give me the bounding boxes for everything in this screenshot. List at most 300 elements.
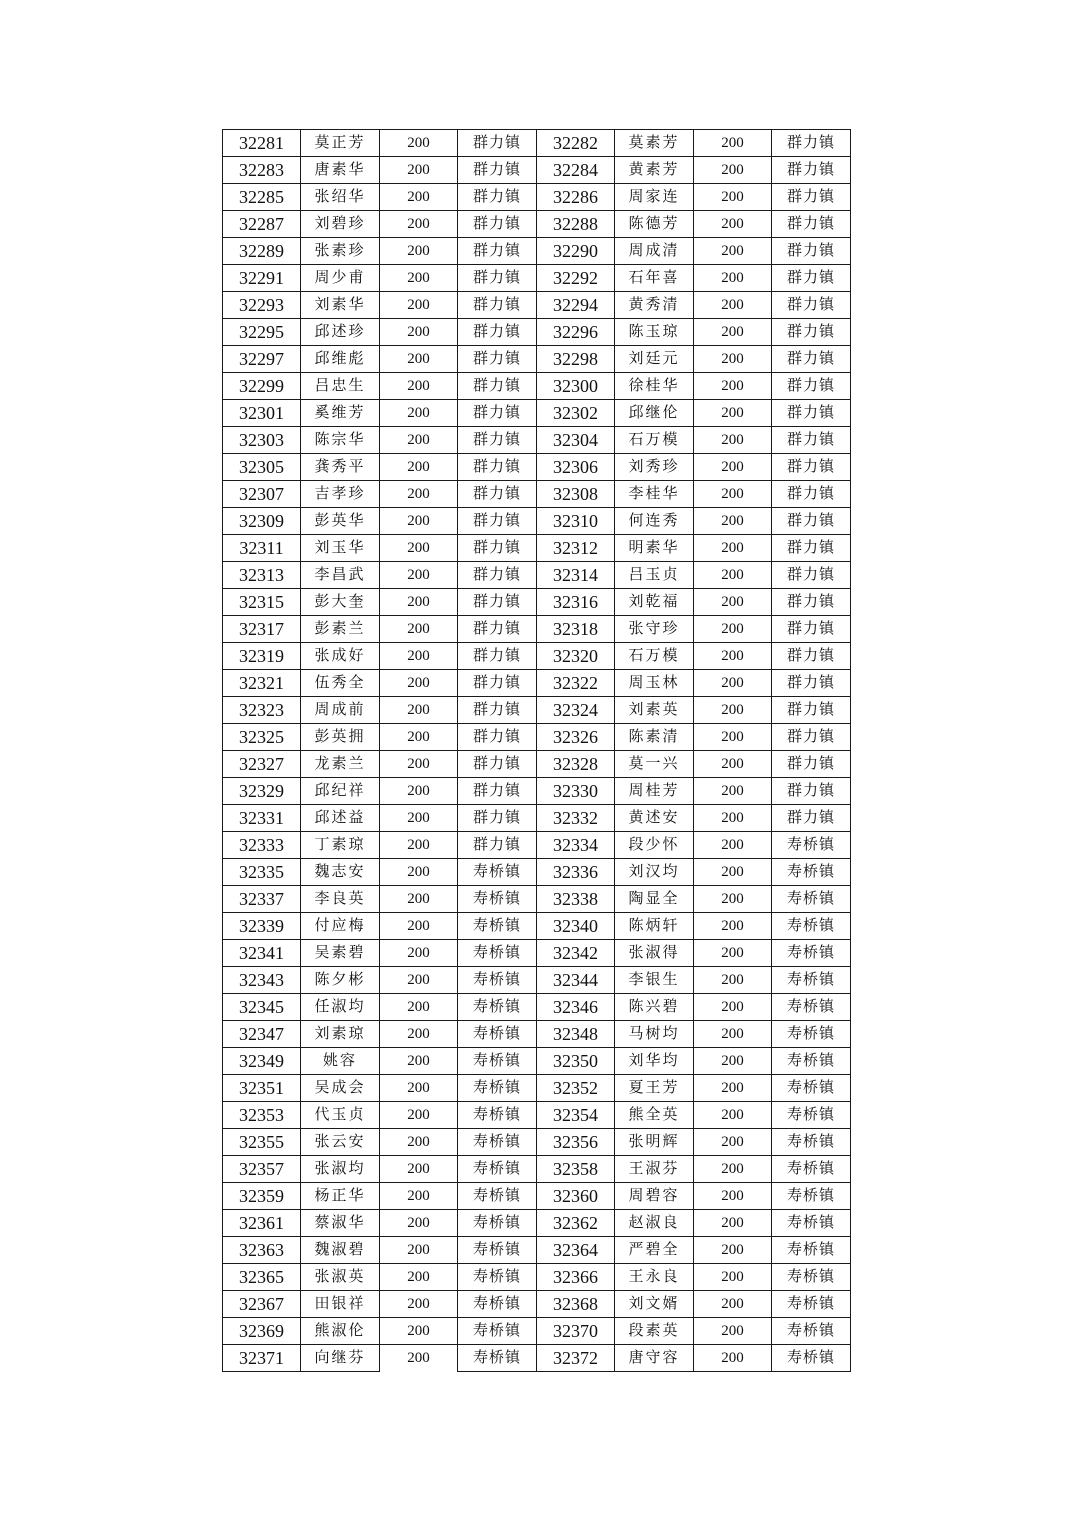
right-record-id-cell: 32304 bbox=[537, 427, 615, 454]
left-amount-cell: 200 bbox=[380, 994, 458, 1021]
left-person-name-cell: 代玉贞 bbox=[301, 1102, 380, 1129]
right-record-id-cell: 32372 bbox=[537, 1345, 615, 1372]
left-town-name-cell: 群力镇 bbox=[458, 643, 537, 670]
right-person-name-cell: 周家连 bbox=[615, 184, 694, 211]
right-record-id-cell: 32316 bbox=[537, 589, 615, 616]
table-row bbox=[223, 1075, 851, 1102]
left-record-id-cell: 32359 bbox=[223, 1183, 301, 1210]
left-amount-cell: 200 bbox=[380, 886, 458, 913]
right-town-name-cell: 寿桥镇 bbox=[772, 1210, 851, 1237]
left-town-name-cell: 寿桥镇 bbox=[458, 1102, 537, 1129]
left-record-id-cell: 32351 bbox=[223, 1075, 301, 1102]
right-record-id-cell: 32356 bbox=[537, 1129, 615, 1156]
left-amount-cell: 200 bbox=[380, 967, 458, 994]
right-town-name-cell: 群力镇 bbox=[772, 697, 851, 724]
table-row bbox=[223, 886, 851, 913]
right-town-name-cell: 寿桥镇 bbox=[772, 1021, 851, 1048]
table-row bbox=[223, 616, 851, 643]
right-amount-cell: 200 bbox=[694, 535, 772, 562]
right-amount-cell: 200 bbox=[694, 481, 772, 508]
right-amount-cell: 200 bbox=[694, 778, 772, 805]
left-record-id-cell: 32327 bbox=[223, 751, 301, 778]
left-town-name-cell: 寿桥镇 bbox=[458, 1021, 537, 1048]
right-town-name-cell: 群力镇 bbox=[772, 778, 851, 805]
right-amount-cell: 200 bbox=[694, 1237, 772, 1264]
right-amount-cell: 200 bbox=[694, 1183, 772, 1210]
left-record-id-cell: 32369 bbox=[223, 1318, 301, 1345]
table-row bbox=[223, 184, 851, 211]
left-person-name-cell: 姚容 bbox=[301, 1048, 380, 1075]
right-person-name-cell: 李银生 bbox=[615, 967, 694, 994]
left-amount-cell: 200 bbox=[380, 1048, 458, 1075]
left-amount-cell: 200 bbox=[380, 454, 458, 481]
left-amount-cell: 200 bbox=[380, 1264, 458, 1291]
left-amount-cell: 200 bbox=[380, 1237, 458, 1264]
right-amount-cell: 200 bbox=[694, 508, 772, 535]
left-amount-cell: 200 bbox=[380, 1183, 458, 1210]
left-amount-cell: 200 bbox=[380, 832, 458, 859]
left-town-name-cell: 群力镇 bbox=[458, 616, 537, 643]
right-amount-cell: 200 bbox=[694, 1210, 772, 1237]
left-town-name-cell: 群力镇 bbox=[458, 724, 537, 751]
right-record-id-cell: 32370 bbox=[537, 1318, 615, 1345]
roster-table bbox=[222, 129, 851, 1372]
left-person-name-cell: 李良英 bbox=[301, 886, 380, 913]
left-person-name-cell: 邱纪祥 bbox=[301, 778, 380, 805]
right-record-id-cell: 32288 bbox=[537, 211, 615, 238]
left-town-name-cell: 寿桥镇 bbox=[458, 1237, 537, 1264]
right-amount-cell: 200 bbox=[694, 157, 772, 184]
right-person-name-cell: 石年喜 bbox=[615, 265, 694, 292]
left-record-id-cell: 32333 bbox=[223, 832, 301, 859]
right-person-name-cell: 刘华均 bbox=[615, 1048, 694, 1075]
right-record-id-cell: 32308 bbox=[537, 481, 615, 508]
left-town-name-cell: 群力镇 bbox=[458, 535, 537, 562]
right-town-name-cell: 群力镇 bbox=[772, 724, 851, 751]
right-person-name-cell: 何连秀 bbox=[615, 508, 694, 535]
left-town-name-cell: 寿桥镇 bbox=[458, 1264, 537, 1291]
table-row bbox=[223, 1021, 851, 1048]
right-record-id-cell: 32368 bbox=[537, 1291, 615, 1318]
left-amount-cell: 200 bbox=[380, 346, 458, 373]
right-record-id-cell: 32286 bbox=[537, 184, 615, 211]
right-amount-cell: 200 bbox=[694, 427, 772, 454]
left-record-id-cell: 32357 bbox=[223, 1156, 301, 1183]
right-person-name-cell: 刘廷元 bbox=[615, 346, 694, 373]
table-row bbox=[223, 967, 851, 994]
left-amount-cell: 200 bbox=[380, 616, 458, 643]
left-person-name-cell: 吕忠生 bbox=[301, 373, 380, 400]
right-person-name-cell: 石万模 bbox=[615, 643, 694, 670]
right-person-name-cell: 陈炳轩 bbox=[615, 913, 694, 940]
left-amount-cell: 200 bbox=[380, 1318, 458, 1345]
right-town-name-cell: 寿桥镇 bbox=[772, 1048, 851, 1075]
right-amount-cell: 200 bbox=[694, 994, 772, 1021]
left-town-name-cell: 寿桥镇 bbox=[458, 1291, 537, 1318]
right-record-id-cell: 32310 bbox=[537, 508, 615, 535]
right-person-name-cell: 陈德芳 bbox=[615, 211, 694, 238]
right-record-id-cell: 32326 bbox=[537, 724, 615, 751]
left-town-name-cell: 群力镇 bbox=[458, 157, 537, 184]
left-person-name-cell: 邱维彪 bbox=[301, 346, 380, 373]
left-record-id-cell: 32339 bbox=[223, 913, 301, 940]
right-record-id-cell: 32328 bbox=[537, 751, 615, 778]
left-amount-cell: 200 bbox=[380, 724, 458, 751]
right-person-name-cell: 黄述安 bbox=[615, 805, 694, 832]
left-town-name-cell: 群力镇 bbox=[458, 589, 537, 616]
left-record-id-cell: 32349 bbox=[223, 1048, 301, 1075]
right-town-name-cell: 群力镇 bbox=[772, 562, 851, 589]
left-person-name-cell: 陈夕彬 bbox=[301, 967, 380, 994]
right-town-name-cell: 群力镇 bbox=[772, 292, 851, 319]
right-record-id-cell: 32364 bbox=[537, 1237, 615, 1264]
left-record-id-cell: 32353 bbox=[223, 1102, 301, 1129]
right-record-id-cell: 32344 bbox=[537, 967, 615, 994]
right-person-name-cell: 赵淑良 bbox=[615, 1210, 694, 1237]
left-town-name-cell: 寿桥镇 bbox=[458, 859, 537, 886]
table-row bbox=[223, 346, 851, 373]
right-amount-cell: 200 bbox=[694, 913, 772, 940]
left-person-name-cell: 邱述益 bbox=[301, 805, 380, 832]
left-person-name-cell: 彭英拥 bbox=[301, 724, 380, 751]
right-person-name-cell: 刘文婿 bbox=[615, 1291, 694, 1318]
right-town-name-cell: 寿桥镇 bbox=[772, 994, 851, 1021]
left-town-name-cell: 寿桥镇 bbox=[458, 1318, 537, 1345]
table-row bbox=[223, 427, 851, 454]
left-person-name-cell: 刘玉华 bbox=[301, 535, 380, 562]
right-record-id-cell: 32332 bbox=[537, 805, 615, 832]
left-amount-cell: 200 bbox=[380, 1210, 458, 1237]
table-row bbox=[223, 1264, 851, 1291]
table-row bbox=[223, 319, 851, 346]
left-person-name-cell: 周成前 bbox=[301, 697, 380, 724]
right-amount-cell: 200 bbox=[694, 859, 772, 886]
right-person-name-cell: 唐守容 bbox=[615, 1345, 694, 1372]
left-person-name-cell: 莫正芳 bbox=[301, 130, 380, 157]
left-person-name-cell: 张云安 bbox=[301, 1129, 380, 1156]
left-amount-cell: 200 bbox=[380, 913, 458, 940]
right-town-name-cell: 群力镇 bbox=[772, 265, 851, 292]
right-person-name-cell: 严碧全 bbox=[615, 1237, 694, 1264]
left-record-id-cell: 32295 bbox=[223, 319, 301, 346]
left-record-id-cell: 32307 bbox=[223, 481, 301, 508]
right-person-name-cell: 夏王芳 bbox=[615, 1075, 694, 1102]
right-person-name-cell: 陈玉琼 bbox=[615, 319, 694, 346]
right-record-id-cell: 32334 bbox=[537, 832, 615, 859]
left-town-name-cell: 群力镇 bbox=[458, 265, 537, 292]
table-row bbox=[223, 859, 851, 886]
left-town-name-cell: 寿桥镇 bbox=[458, 1075, 537, 1102]
left-record-id-cell: 32281 bbox=[223, 130, 301, 157]
left-town-name-cell: 群力镇 bbox=[458, 130, 537, 157]
right-person-name-cell: 陶显全 bbox=[615, 886, 694, 913]
table-row bbox=[223, 1345, 851, 1372]
right-town-name-cell: 寿桥镇 bbox=[772, 1345, 851, 1372]
table-row bbox=[223, 1156, 851, 1183]
right-amount-cell: 200 bbox=[694, 1129, 772, 1156]
right-town-name-cell: 群力镇 bbox=[772, 535, 851, 562]
right-town-name-cell: 寿桥镇 bbox=[772, 832, 851, 859]
left-person-name-cell: 吴素碧 bbox=[301, 940, 380, 967]
right-record-id-cell: 32322 bbox=[537, 670, 615, 697]
right-person-name-cell: 黄秀清 bbox=[615, 292, 694, 319]
left-person-name-cell: 魏志安 bbox=[301, 859, 380, 886]
right-amount-cell: 200 bbox=[694, 1075, 772, 1102]
left-person-name-cell: 龚秀平 bbox=[301, 454, 380, 481]
table-row bbox=[223, 805, 851, 832]
left-record-id-cell: 32367 bbox=[223, 1291, 301, 1318]
left-person-name-cell: 吴成会 bbox=[301, 1075, 380, 1102]
left-town-name-cell: 群力镇 bbox=[458, 319, 537, 346]
table-row bbox=[223, 670, 851, 697]
table-row bbox=[223, 535, 851, 562]
table-row bbox=[223, 832, 851, 859]
left-town-name-cell: 群力镇 bbox=[458, 292, 537, 319]
left-person-name-cell: 张成好 bbox=[301, 643, 380, 670]
left-person-name-cell: 刘素琼 bbox=[301, 1021, 380, 1048]
left-amount-cell: 200 bbox=[380, 805, 458, 832]
left-amount-cell: 200 bbox=[380, 292, 458, 319]
right-town-name-cell: 群力镇 bbox=[772, 508, 851, 535]
right-person-name-cell: 李桂华 bbox=[615, 481, 694, 508]
left-amount-cell: 200 bbox=[380, 184, 458, 211]
right-amount-cell: 200 bbox=[694, 967, 772, 994]
left-town-name-cell: 群力镇 bbox=[458, 751, 537, 778]
left-amount-cell: 200 bbox=[380, 643, 458, 670]
left-person-name-cell: 付应梅 bbox=[301, 913, 380, 940]
right-amount-cell: 200 bbox=[694, 616, 772, 643]
table-row bbox=[223, 1129, 851, 1156]
left-amount-cell: 200 bbox=[380, 1156, 458, 1183]
right-person-name-cell: 明素华 bbox=[615, 535, 694, 562]
right-amount-cell: 200 bbox=[694, 940, 772, 967]
right-amount-cell: 200 bbox=[694, 238, 772, 265]
table-row bbox=[223, 562, 851, 589]
right-amount-cell: 200 bbox=[694, 265, 772, 292]
right-record-id-cell: 32302 bbox=[537, 400, 615, 427]
right-person-name-cell: 张淑得 bbox=[615, 940, 694, 967]
right-amount-cell: 200 bbox=[694, 454, 772, 481]
left-person-name-cell: 李昌武 bbox=[301, 562, 380, 589]
left-record-id-cell: 32285 bbox=[223, 184, 301, 211]
right-town-name-cell: 寿桥镇 bbox=[772, 967, 851, 994]
right-town-name-cell: 群力镇 bbox=[772, 373, 851, 400]
table-row bbox=[223, 1237, 851, 1264]
left-record-id-cell: 32317 bbox=[223, 616, 301, 643]
left-person-name-cell: 刘碧珍 bbox=[301, 211, 380, 238]
left-record-id-cell: 32291 bbox=[223, 265, 301, 292]
right-record-id-cell: 32358 bbox=[537, 1156, 615, 1183]
right-person-name-cell: 黄素芳 bbox=[615, 157, 694, 184]
right-record-id-cell: 32306 bbox=[537, 454, 615, 481]
right-town-name-cell: 群力镇 bbox=[772, 751, 851, 778]
right-record-id-cell: 32318 bbox=[537, 616, 615, 643]
left-town-name-cell: 寿桥镇 bbox=[458, 1156, 537, 1183]
left-record-id-cell: 32343 bbox=[223, 967, 301, 994]
right-amount-cell: 200 bbox=[694, 724, 772, 751]
left-town-name-cell: 群力镇 bbox=[458, 832, 537, 859]
left-town-name-cell: 群力镇 bbox=[458, 670, 537, 697]
left-record-id-cell: 32311 bbox=[223, 535, 301, 562]
left-town-name-cell: 群力镇 bbox=[458, 481, 537, 508]
right-record-id-cell: 32354 bbox=[537, 1102, 615, 1129]
right-person-name-cell: 马树均 bbox=[615, 1021, 694, 1048]
right-amount-cell: 200 bbox=[694, 562, 772, 589]
left-person-name-cell: 张素珍 bbox=[301, 238, 380, 265]
right-town-name-cell: 群力镇 bbox=[772, 805, 851, 832]
right-person-name-cell: 石万模 bbox=[615, 427, 694, 454]
right-person-name-cell: 张守珍 bbox=[615, 616, 694, 643]
right-town-name-cell: 群力镇 bbox=[772, 130, 851, 157]
right-person-name-cell: 刘乾福 bbox=[615, 589, 694, 616]
right-amount-cell: 200 bbox=[694, 346, 772, 373]
right-amount-cell: 200 bbox=[694, 1291, 772, 1318]
right-person-name-cell: 周桂芳 bbox=[615, 778, 694, 805]
right-person-name-cell: 陈兴碧 bbox=[615, 994, 694, 1021]
right-person-name-cell: 吕玉贞 bbox=[615, 562, 694, 589]
table-row bbox=[223, 913, 851, 940]
right-amount-cell: 200 bbox=[694, 1102, 772, 1129]
right-amount-cell: 200 bbox=[694, 589, 772, 616]
table-row bbox=[223, 454, 851, 481]
left-amount-cell: 200 bbox=[380, 1075, 458, 1102]
left-amount-cell: 200 bbox=[380, 1102, 458, 1129]
table-row bbox=[223, 211, 851, 238]
right-town-name-cell: 群力镇 bbox=[772, 400, 851, 427]
left-person-name-cell: 奚维芳 bbox=[301, 400, 380, 427]
right-town-name-cell: 寿桥镇 bbox=[772, 859, 851, 886]
right-record-id-cell: 32294 bbox=[537, 292, 615, 319]
left-amount-cell: 200 bbox=[380, 535, 458, 562]
left-record-id-cell: 32299 bbox=[223, 373, 301, 400]
right-town-name-cell: 寿桥镇 bbox=[772, 1237, 851, 1264]
right-person-name-cell: 王永良 bbox=[615, 1264, 694, 1291]
right-town-name-cell: 寿桥镇 bbox=[772, 1318, 851, 1345]
left-town-name-cell: 群力镇 bbox=[458, 184, 537, 211]
left-record-id-cell: 32321 bbox=[223, 670, 301, 697]
left-town-name-cell: 寿桥镇 bbox=[458, 913, 537, 940]
left-town-name-cell: 群力镇 bbox=[458, 697, 537, 724]
left-record-id-cell: 32329 bbox=[223, 778, 301, 805]
right-town-name-cell: 寿桥镇 bbox=[772, 1264, 851, 1291]
left-town-name-cell: 群力镇 bbox=[458, 373, 537, 400]
left-person-name-cell: 蔡淑华 bbox=[301, 1210, 380, 1237]
left-record-id-cell: 32337 bbox=[223, 886, 301, 913]
left-town-name-cell: 寿桥镇 bbox=[458, 1048, 537, 1075]
right-person-name-cell: 陈素清 bbox=[615, 724, 694, 751]
left-amount-cell: 200 bbox=[380, 265, 458, 292]
left-amount-cell: 200 bbox=[380, 211, 458, 238]
table-row bbox=[223, 778, 851, 805]
right-record-id-cell: 32348 bbox=[537, 1021, 615, 1048]
right-town-name-cell: 寿桥镇 bbox=[772, 1129, 851, 1156]
left-amount-cell: 200 bbox=[380, 697, 458, 724]
left-amount-cell: 200 bbox=[380, 481, 458, 508]
table-row bbox=[223, 1291, 851, 1318]
left-record-id-cell: 32335 bbox=[223, 859, 301, 886]
right-amount-cell: 200 bbox=[694, 1021, 772, 1048]
right-amount-cell: 200 bbox=[694, 1264, 772, 1291]
left-amount-cell: 200 bbox=[380, 1345, 458, 1372]
right-record-id-cell: 32290 bbox=[537, 238, 615, 265]
left-record-id-cell: 32341 bbox=[223, 940, 301, 967]
right-record-id-cell: 32366 bbox=[537, 1264, 615, 1291]
right-person-name-cell: 刘秀珍 bbox=[615, 454, 694, 481]
left-record-id-cell: 32363 bbox=[223, 1237, 301, 1264]
right-record-id-cell: 32352 bbox=[537, 1075, 615, 1102]
right-amount-cell: 200 bbox=[694, 319, 772, 346]
right-record-id-cell: 32300 bbox=[537, 373, 615, 400]
left-town-name-cell: 寿桥镇 bbox=[458, 967, 537, 994]
table-row bbox=[223, 373, 851, 400]
right-town-name-cell: 寿桥镇 bbox=[772, 940, 851, 967]
right-record-id-cell: 32284 bbox=[537, 157, 615, 184]
right-town-name-cell: 群力镇 bbox=[772, 454, 851, 481]
right-town-name-cell: 群力镇 bbox=[772, 184, 851, 211]
left-record-id-cell: 32283 bbox=[223, 157, 301, 184]
right-town-name-cell: 寿桥镇 bbox=[772, 886, 851, 913]
right-person-name-cell: 段素英 bbox=[615, 1318, 694, 1345]
right-amount-cell: 200 bbox=[694, 670, 772, 697]
table-row bbox=[223, 1210, 851, 1237]
right-person-name-cell: 莫素芳 bbox=[615, 130, 694, 157]
right-amount-cell: 200 bbox=[694, 373, 772, 400]
right-amount-cell: 200 bbox=[694, 643, 772, 670]
right-amount-cell: 200 bbox=[694, 697, 772, 724]
left-town-name-cell: 群力镇 bbox=[458, 778, 537, 805]
left-amount-cell: 200 bbox=[380, 859, 458, 886]
left-amount-cell: 200 bbox=[380, 670, 458, 697]
left-person-name-cell: 龙素兰 bbox=[301, 751, 380, 778]
left-amount-cell: 200 bbox=[380, 1129, 458, 1156]
left-amount-cell: 200 bbox=[380, 940, 458, 967]
left-record-id-cell: 32297 bbox=[223, 346, 301, 373]
left-person-name-cell: 张淑英 bbox=[301, 1264, 380, 1291]
right-amount-cell: 200 bbox=[694, 211, 772, 238]
right-record-id-cell: 32342 bbox=[537, 940, 615, 967]
left-record-id-cell: 32301 bbox=[223, 400, 301, 427]
right-town-name-cell: 寿桥镇 bbox=[772, 1102, 851, 1129]
left-person-name-cell: 邱述珍 bbox=[301, 319, 380, 346]
table-row bbox=[223, 130, 851, 157]
left-person-name-cell: 张淑均 bbox=[301, 1156, 380, 1183]
table-row bbox=[223, 1183, 851, 1210]
right-town-name-cell: 群力镇 bbox=[772, 427, 851, 454]
right-record-id-cell: 32338 bbox=[537, 886, 615, 913]
right-person-name-cell: 刘汉均 bbox=[615, 859, 694, 886]
table-row bbox=[223, 238, 851, 265]
roster-body bbox=[223, 130, 851, 1372]
right-record-id-cell: 32324 bbox=[537, 697, 615, 724]
left-record-id-cell: 32325 bbox=[223, 724, 301, 751]
left-record-id-cell: 32331 bbox=[223, 805, 301, 832]
left-record-id-cell: 32319 bbox=[223, 643, 301, 670]
left-person-name-cell: 彭素兰 bbox=[301, 616, 380, 643]
left-amount-cell: 200 bbox=[380, 778, 458, 805]
right-record-id-cell: 32314 bbox=[537, 562, 615, 589]
left-amount-cell: 200 bbox=[380, 130, 458, 157]
left-person-name-cell: 任淑均 bbox=[301, 994, 380, 1021]
right-town-name-cell: 寿桥镇 bbox=[772, 1075, 851, 1102]
table-row bbox=[223, 265, 851, 292]
left-amount-cell: 200 bbox=[380, 427, 458, 454]
left-town-name-cell: 寿桥镇 bbox=[458, 1183, 537, 1210]
left-record-id-cell: 32305 bbox=[223, 454, 301, 481]
table-row bbox=[223, 508, 851, 535]
left-record-id-cell: 32309 bbox=[223, 508, 301, 535]
right-town-name-cell: 群力镇 bbox=[772, 616, 851, 643]
left-town-name-cell: 群力镇 bbox=[458, 562, 537, 589]
